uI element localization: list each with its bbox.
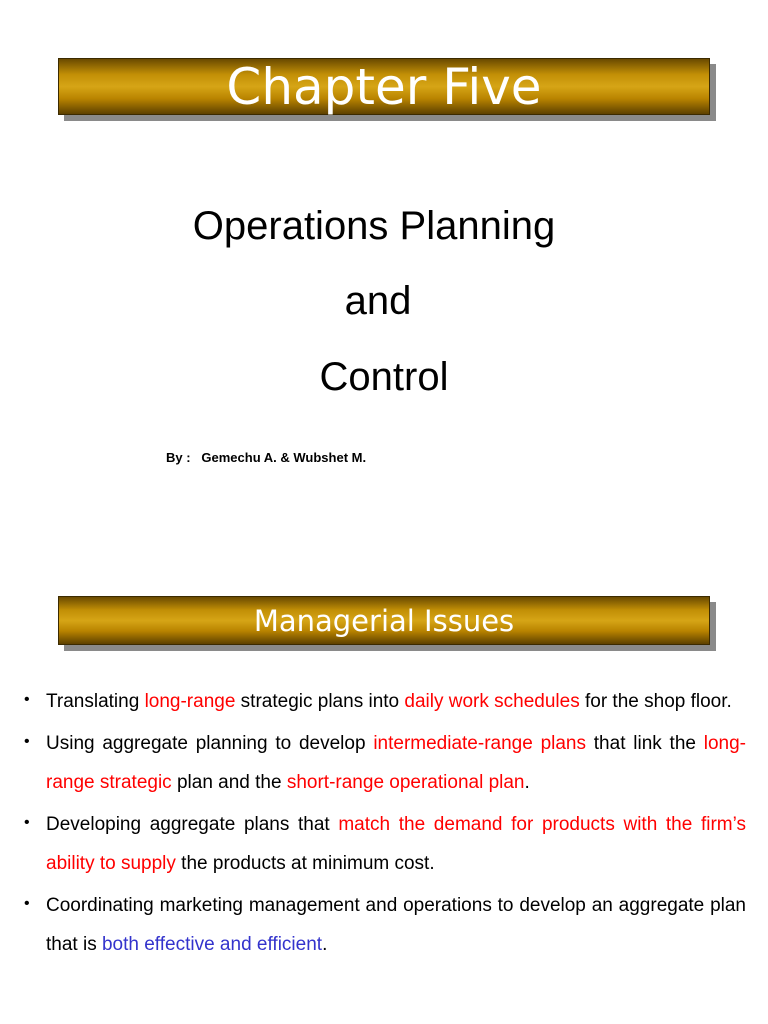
bullet-item	[24, 682, 746, 721]
bullet-marker: •	[24, 814, 30, 831]
bullet-highlight-segment: short-range operational plan	[286, 772, 525, 793]
bullet-item	[24, 724, 746, 802]
managerial-issues-list	[24, 682, 746, 967]
byline-authors: Gemechu A. & Wubshet M.	[201, 450, 367, 465]
section-title: Managerial Issues	[253, 604, 515, 638]
bullet-highlight-segment: both effective and efficient	[101, 934, 323, 955]
bullet-text-segment: the products at minimum cost.	[175, 853, 435, 874]
subtitle-line-1: Operations Planning	[192, 204, 556, 248]
bullet-text-segment: that link the	[586, 733, 704, 754]
bullet-text-segment: Translating	[46, 691, 145, 712]
bullet-text-segment: Using aggregate planning to develop	[46, 733, 374, 754]
bullet-highlight-segment: long-range strategic	[46, 733, 746, 793]
bullet-highlight-segment: long-range	[144, 691, 236, 712]
bullet-highlight-segment: daily work schedules	[404, 691, 580, 712]
chapter-title-banner	[58, 58, 710, 115]
bullet-text-segment: strategic plans into	[235, 691, 405, 712]
bullet-text-segment: for the shop floor.	[579, 691, 732, 712]
bullet-highlight-segment: intermediate-range plans	[373, 733, 586, 754]
bullet-marker: •	[24, 733, 30, 750]
bullet-item	[24, 886, 746, 964]
bullet-marker: •	[24, 691, 30, 708]
bullet-text-segment: Coordinating marketing management and operations to develop an aggregate plan that is	[46, 895, 746, 955]
chapter-title: Chapter Five	[226, 58, 542, 116]
subtitle-line-2: and	[344, 279, 412, 323]
bullet-text-segment: .	[524, 772, 530, 793]
bullet-highlight-segment: match the demand for products with the firm’s ability to supply	[46, 814, 746, 874]
bullet-marker: •	[24, 895, 30, 912]
byline	[166, 450, 366, 465]
byline-label: By :	[166, 450, 191, 465]
section-banner	[58, 596, 710, 645]
bullet-text-segment: plan and the	[171, 772, 287, 793]
subtitle-line-3: Control	[319, 355, 449, 399]
bullet-item	[24, 805, 746, 883]
bullet-text-segment: .	[322, 934, 328, 955]
bullet-text-segment: Developing aggregate plans that	[46, 814, 339, 835]
